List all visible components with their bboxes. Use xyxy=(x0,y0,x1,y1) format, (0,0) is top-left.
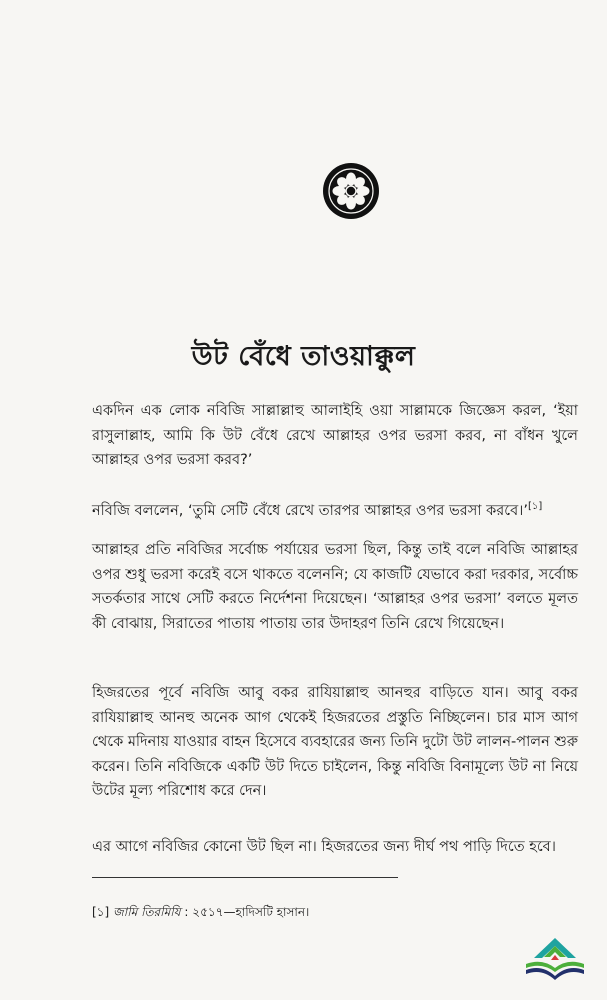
chapter-title: উট বেঁধে তাওয়াক্কুল xyxy=(191,341,416,372)
footnote-source: জামি তিরমিযি xyxy=(112,905,181,919)
paragraph-1: একদিন এক লোক নবিজি সাল্লাল্লাহু আলাইহি ওয়া সাল্লামকে জিজ্ঞেস করল, ‘ইয়া রাসুলাল্লাহ, আমি কি উট বেঁধে রেখে আল্লাহর ওপর ভরসা করব, না বাঁধন খুলে আল্লাহর ওপর ভরসা করব?’ xyxy=(92,403,578,468)
footnote-text: : ২৫১৭—হাদিসটি হাসান। xyxy=(180,905,310,919)
footnote-marker: [১] xyxy=(92,905,110,919)
paragraph-2 xyxy=(92,499,578,524)
flower-ornament-icon xyxy=(322,162,380,220)
footnote xyxy=(92,903,309,921)
paragraph-4: হিজরতের পূর্বে নবিজি আবু বকর রাযিয়াল্লাহু আনহুর বাড়িতে যান। আবু বকর রাযিয়াল্লাহু আনহু অনেক আগ থেকেই হিজরতের প্রস্তুতি নিচ্ছিলেন। চার মাস আগ থেকে মদিনায় যাওয়ার বাহন হিসেবে ব্যবহারের জন্য তিনি দুটো উট লালন-পালন শুরু করেন। তিনি নবিজিকে একটি উট দিতে চাইলেন, কিন্তু নবিজি বিনামূল্যে উট না নিয়ে উটের মূল্য পরিশোধ করে দেন। xyxy=(92,685,578,799)
paragraph-3: আল্লাহর প্রতি নবিজির সর্বোচ্চ পর্যায়ের ভরসা ছিল, কিন্তু তাই বলে নবিজি আল্লাহর ওপর শুধু ভরসা করেই বসে থাকতে বলেননি; যে কাজটি যেভাবে করা দরকার, সর্বোচ্চ সতর্কতার সাথে সেটি করতে নির্দেশনা দিয়েছেন। ‘আল্লাহর ওপর ভরসা’ বলতে মূলত কী বোঝায়, সিরাতের পাতায় পাতায় তার উদাহরণ তিনি রেখে গিয়েছেন। xyxy=(92,542,578,632)
footnote-divider xyxy=(92,877,398,878)
paragraph-2-text: নবিজি বললেন, ‘তুমি সেটি বেঁধে রেখে তারপর আল্লাহর ওপর ভরসা করবে।’ xyxy=(92,503,528,519)
publisher-logo-icon xyxy=(520,934,590,984)
footnote-reference[interactable]: [১] xyxy=(527,501,543,513)
paragraph-5: এর আগে নবিজির কোনো উট ছিল না। হিজরতের জন্য দীর্ঘ পথ পাড়ি দিতে হবে। xyxy=(92,839,556,855)
